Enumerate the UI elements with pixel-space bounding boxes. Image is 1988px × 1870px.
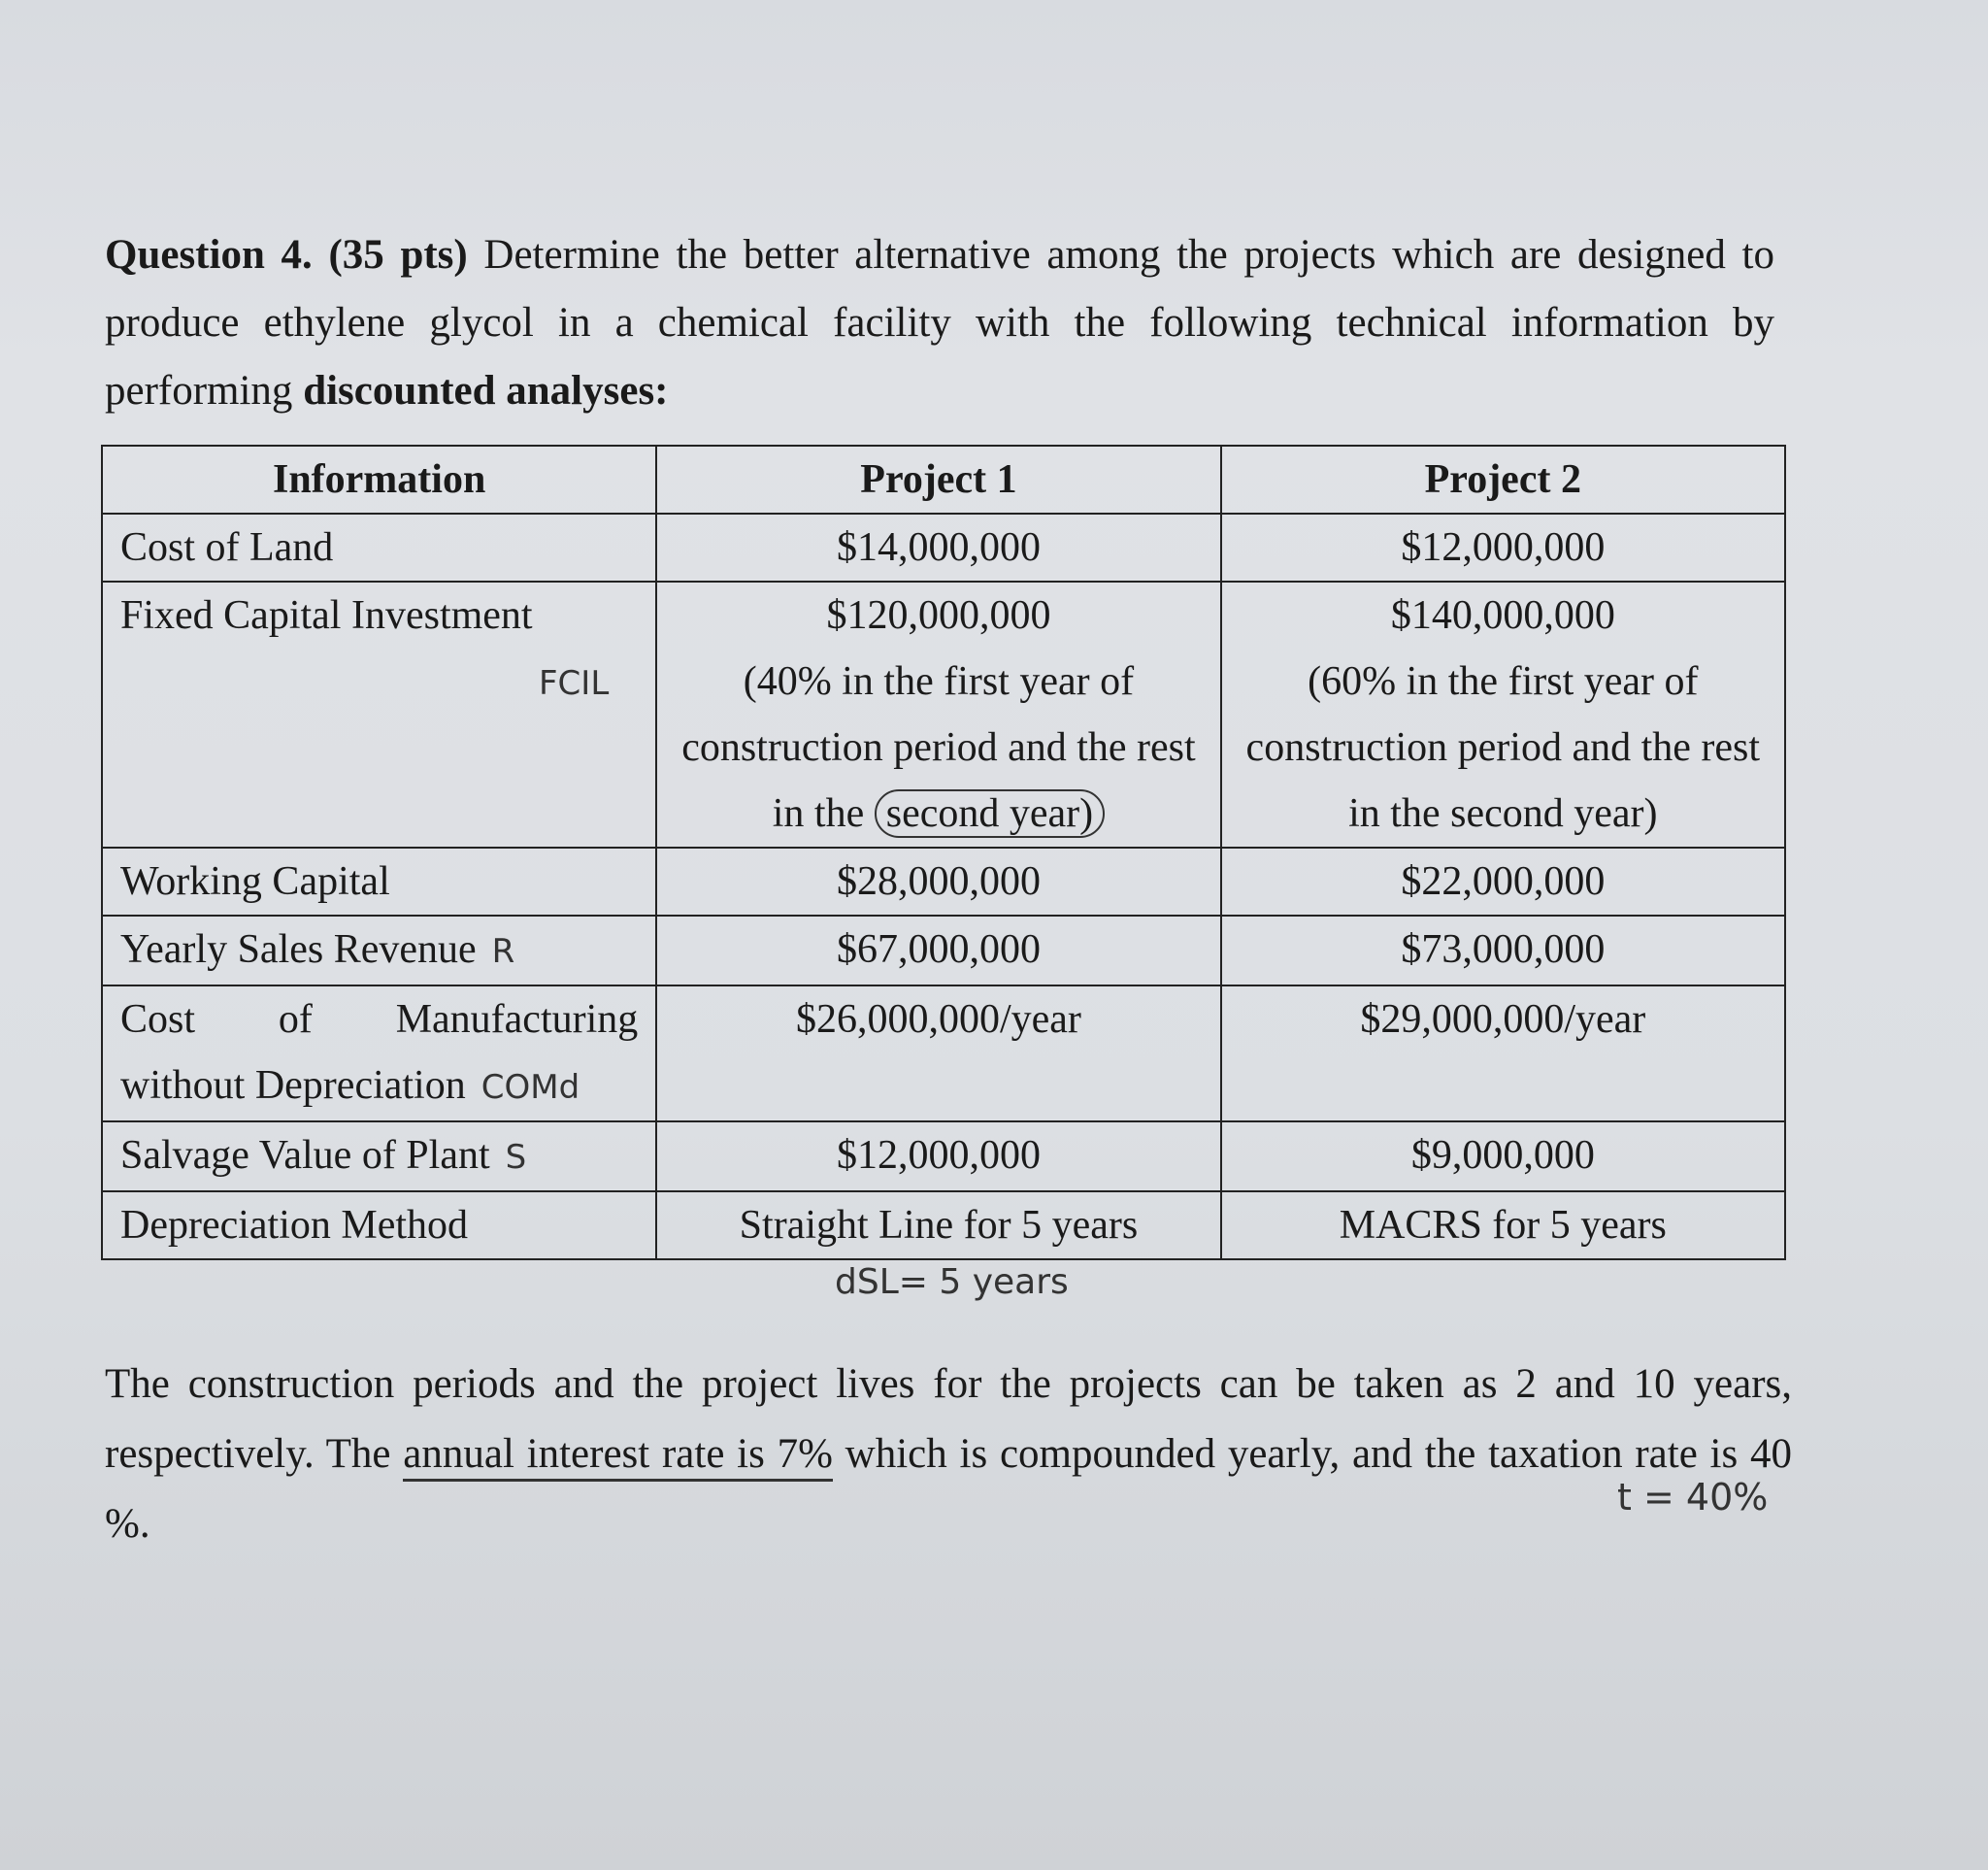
- cell-salvage-p1: $12,000,000: [656, 1121, 1220, 1191]
- question-body: Determine the better alternative among the projects which are designed to produce ethylene glycol in a chemical facility with the following technical information by performing: [105, 232, 1775, 414]
- footer-text-b: which is compounded yearly, and the taxation rate is 40 %.: [105, 1431, 1792, 1547]
- cell-com-label-cell: [102, 985, 656, 1121]
- table-row-cost-of-manufacturing: [102, 985, 1785, 1121]
- cell-com-p1: $26,000,000/year: [656, 985, 1220, 1121]
- handwritten-tax-note: t = 40%: [1617, 1476, 1769, 1519]
- cell-salvage-p2: $9,000,000: [1221, 1121, 1785, 1191]
- cell-fci-label-cell: [102, 582, 656, 848]
- cell-salvage-label-cell: [102, 1121, 656, 1191]
- cell-com-label-line2: without Depreciation: [120, 1063, 466, 1108]
- cell-fci-p1-detail: (40% in the first year of construction period and the rest in the: [681, 659, 1196, 836]
- cell-depreciation-p2: MACRS for 5 years: [1221, 1191, 1785, 1259]
- header-project-1: Project 1: [656, 446, 1220, 514]
- table-header-row: [102, 446, 1785, 514]
- handwritten-comd-note: COMd: [480, 1068, 580, 1107]
- handwritten-s-note: S: [505, 1138, 527, 1177]
- cell-com-p2: $29,000,000/year: [1221, 985, 1785, 1121]
- com-word-manufacturing: Manufacturing: [395, 997, 639, 1042]
- cell-fci-p1: [656, 582, 1220, 848]
- cell-revenue-label-cell: [102, 916, 656, 985]
- com-word-of: of: [278, 997, 313, 1042]
- handwritten-fcil-note: FCIL: [539, 664, 610, 703]
- cell-depreciation-p1: Straight Line for 5 years: [656, 1191, 1220, 1259]
- cell-com-label-line1: [120, 986, 638, 1052]
- cell-revenue-p1: $67,000,000: [656, 916, 1220, 985]
- cell-fci-p2-value: $140,000,000: [1390, 593, 1615, 638]
- cell-fci-p2-detail: (60% in the first year of construction period and the rest in the second year): [1245, 659, 1761, 836]
- cell-land-p2: $12,000,000: [1221, 514, 1785, 582]
- cell-wc-label: Working Capital: [102, 848, 656, 916]
- cell-wc-p2: $22,000,000: [1221, 848, 1785, 916]
- question-label: Question 4. (35 pts): [105, 232, 468, 278]
- table-row-fixed-capital: [102, 582, 1785, 848]
- cell-fci-p2: [1221, 582, 1785, 848]
- table-row-depreciation-method: [102, 1191, 1785, 1259]
- cell-fci-p1-value: $120,000,000: [826, 593, 1051, 638]
- cell-wc-p1: $28,000,000: [656, 848, 1220, 916]
- cell-revenue-label: Yearly Sales Revenue: [120, 927, 477, 972]
- cell-fci-label: Fixed Capital Investment: [120, 593, 533, 638]
- cell-depreciation-label: Depreciation Method: [102, 1191, 656, 1259]
- cell-land-label: Cost of Land: [102, 514, 656, 582]
- circled-second-year: second year): [875, 789, 1105, 838]
- table-row-working-capital: [102, 848, 1785, 916]
- underlined-interest-rate: annual interest rate is 7%: [403, 1431, 833, 1482]
- table-row-sales-revenue: [102, 916, 1785, 985]
- header-information: Information: [102, 446, 656, 514]
- com-word-cost: Cost: [120, 997, 196, 1042]
- header-project-2: Project 2: [1221, 446, 1785, 514]
- footer-text-a: The construction periods and the project lives for the projects can be taken as 2 and 10 years, respectively. The: [105, 1361, 1792, 1477]
- table-row-salvage-value: [102, 1121, 1785, 1191]
- footer-paragraph: [105, 1350, 1792, 1559]
- question-text: [105, 221, 1774, 425]
- information-table: [101, 445, 1786, 1260]
- handwritten-r-note: R: [491, 932, 515, 971]
- table-row-cost-of-land: [102, 514, 1785, 582]
- cell-revenue-p2: $73,000,000: [1221, 916, 1785, 985]
- cell-land-p1: $14,000,000: [656, 514, 1220, 582]
- question-emphasis: discounted analyses:: [303, 368, 669, 414]
- handwritten-dsl-note: dSL= 5 years: [835, 1262, 1069, 1302]
- cell-salvage-label: Salvage Value of Plant: [120, 1133, 490, 1178]
